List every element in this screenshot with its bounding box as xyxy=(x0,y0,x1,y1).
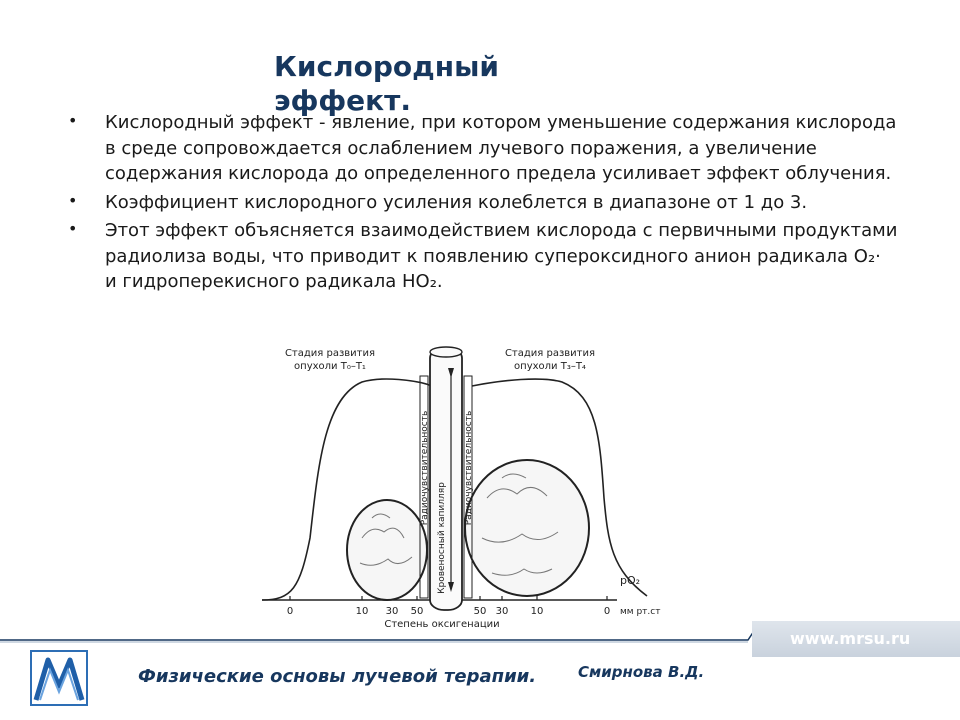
bullet-item xyxy=(68,218,898,295)
tick-label: 30 xyxy=(385,606,399,617)
left-stage-label-line1: Стадия развития xyxy=(284,348,376,359)
bullet-dot-icon: • xyxy=(68,190,78,210)
slide-title: Кислородный эффект. xyxy=(274,50,500,117)
author-name: Смирнова В.Д. xyxy=(578,663,705,681)
oxygenation-figure xyxy=(252,338,662,630)
right-vertical-label: Радиочувствительность xyxy=(464,410,474,526)
site-url[interactable]: www.mrsu.ru xyxy=(790,629,911,648)
bullet-text: Этот эффект объясняется взаимодействием кислорода с первичными продуктами радиолиза воды, что приводит к появлению супероксидного анион радикала O₂· и гидроперекисного радикала HO₂. xyxy=(105,220,898,292)
left-vertical-label: Радиочувствительность xyxy=(420,410,430,526)
bullet-dot-icon: • xyxy=(68,219,78,238)
axis-unit: мм рт.ст xyxy=(620,607,661,617)
bullet-list xyxy=(68,110,898,298)
course-title: Физические основы лучевой терапии. xyxy=(138,666,537,687)
tick-label: 10 xyxy=(530,606,544,617)
bullet-item xyxy=(68,190,898,216)
axis-title: Степень оксигенации xyxy=(384,619,500,630)
bullet-item xyxy=(68,110,898,187)
right-stage-label-line2: опухоли T₃–T₄ xyxy=(514,361,586,372)
tick-label: 0 xyxy=(603,606,611,617)
tick-label: 10 xyxy=(355,606,369,617)
tick-label: 50 xyxy=(473,606,487,617)
tick-label: 50 xyxy=(410,606,424,617)
left-stage-label-line2: опухоли T₀–T₁ xyxy=(294,361,366,372)
tick-label: 0 xyxy=(286,606,294,617)
large-tumor xyxy=(465,460,589,596)
bullet-dot-icon: • xyxy=(68,111,78,130)
capillary-label: Кровеносный капилляр xyxy=(437,482,447,594)
bullet-text: Кислородный эффект - явление, при котором уменьшение содержания кислорода в среде сопровождается ослаблением лучевого поражения, а увеличение содержания кислорода до определенного предела усиливает эффект облучения. xyxy=(105,112,897,184)
oxygenation-diagram xyxy=(252,338,662,630)
small-tumor xyxy=(347,500,427,600)
po2-label: pO₂ xyxy=(620,574,641,587)
university-logo xyxy=(30,650,88,706)
tick-label: 30 xyxy=(495,606,509,617)
bullet-text: Коэффициент кислородного усиления колеблется в диапазоне от 1 до 3. xyxy=(105,191,808,213)
right-stage-label-line1: Стадия развития xyxy=(504,348,596,359)
